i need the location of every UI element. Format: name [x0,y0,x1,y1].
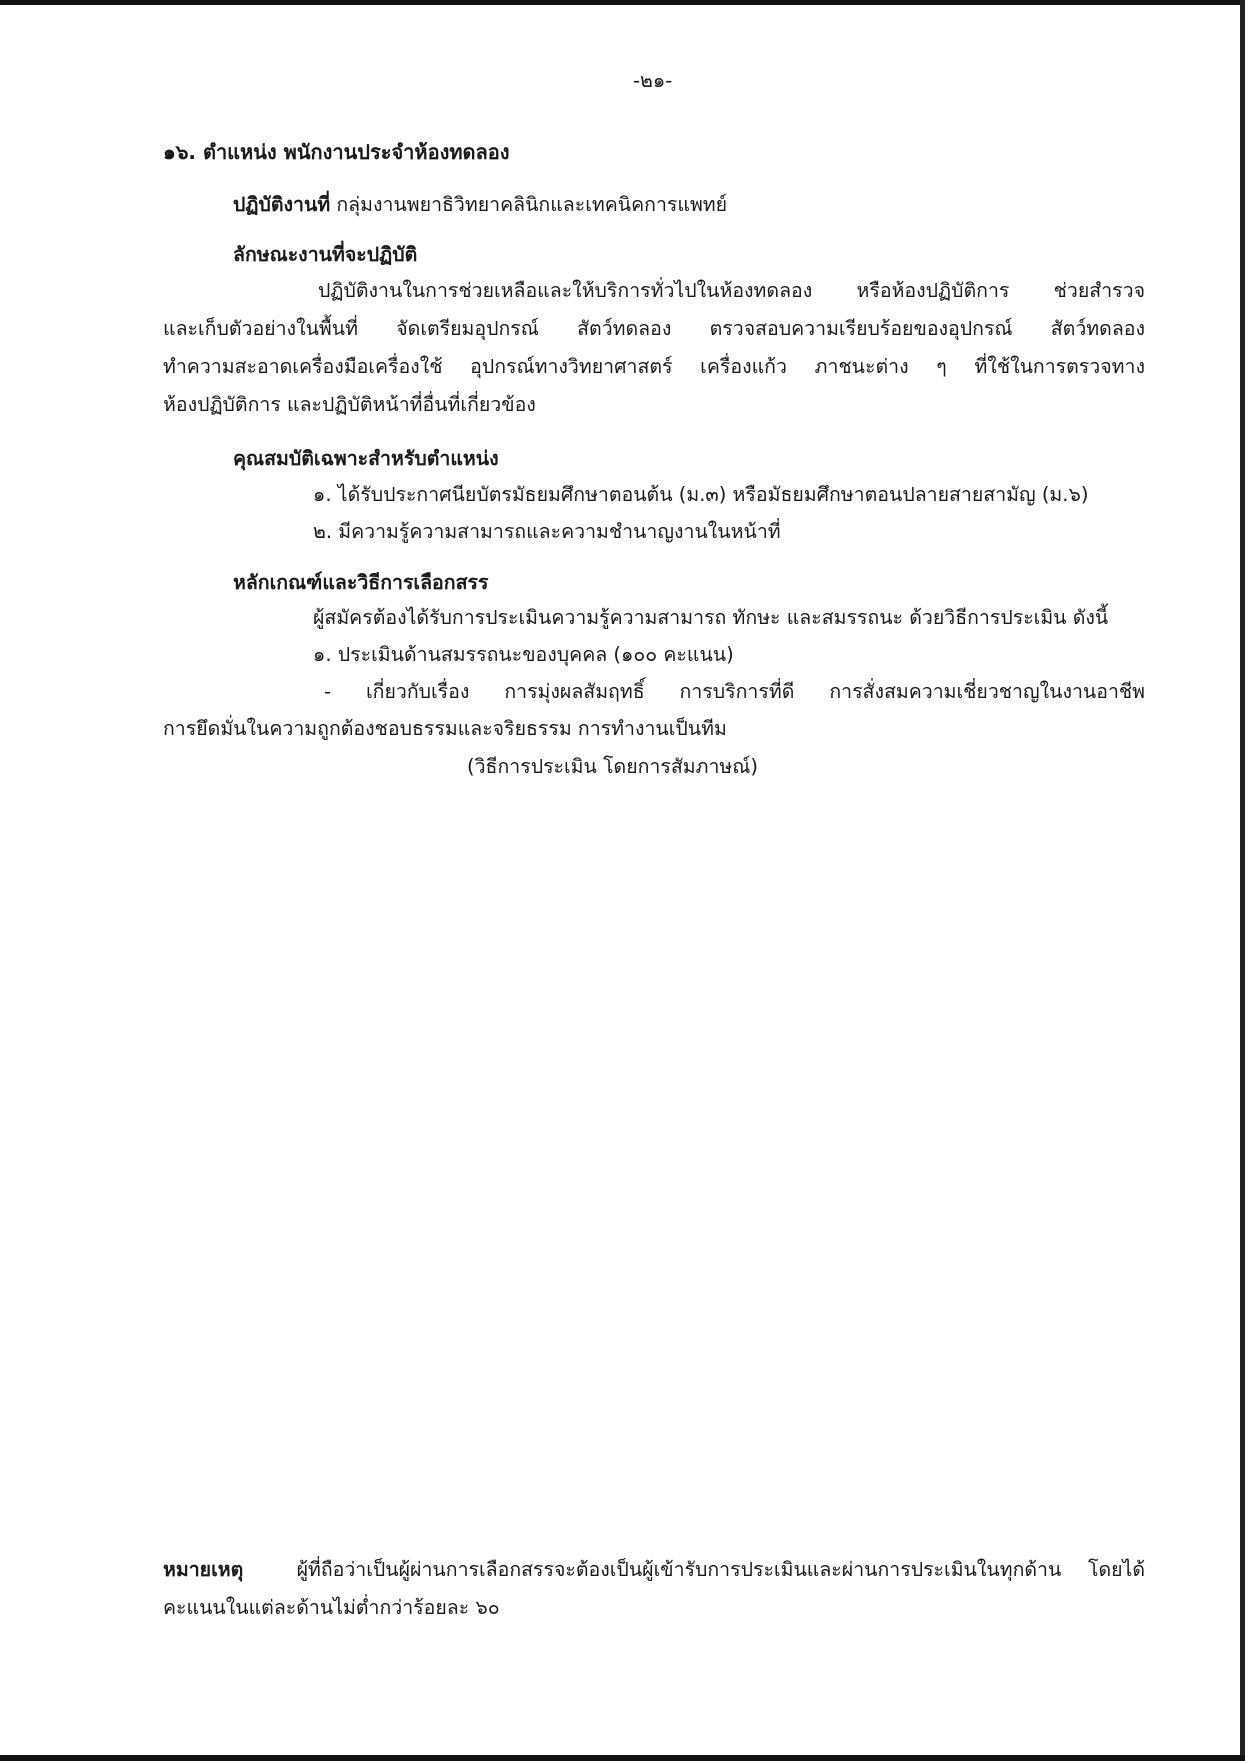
note-line-2: คะแนนในแต่ละด้านไม่ต่ำกว่าร้อยละ ๖๐ [163,1596,500,1619]
job-description-line-3: ทำความสะอาดเครื่องมือเครื่องใช้ อุปกรณ์ทางวิทยาศาสตร์ เครื่องแก้ว ภาชนะต่าง ๆ ที่ใช้ในการตรวจทาง [163,355,1145,378]
qualifications-heading: คุณสมบัติเฉพาะสำหรับตำแหน่ง [233,447,499,470]
note-text-1: ผู้ที่ถือว่าเป็นผู้ผ่านการเลือกสรรจะต้องเป็นผู้เข้ารับการประเมินและผ่านการประเมินในทุกด้าน โดยได้ [296,1558,1145,1581]
job-description-heading: ลักษณะงานที่จะปฏิบัติ [233,243,418,266]
note-label: หมายเหตุ [163,1558,244,1581]
qualification-item-1: ๑. ได้รับประกาศนียบัตรมัธยมศึกษาตอนต้น (ม.๓) หรือมัธยมศึกษาตอนปลายสายสามัญ (ม.๖) [313,483,1089,506]
job-description-line-1: ปฏิบัติงานในการช่วยเหลือและให้บริการทั่วไปในห้องทดลอง หรือห้องปฏิบัติการ ช่วยสำรวจ [318,279,1145,302]
scan-edge-bottom [0,1755,1245,1761]
selection-method: (วิธีการประเมิน โดยการสัมภาษณ์) [467,755,758,778]
scan-edge-top [0,0,1245,5]
selection-intro: ผู้สมัครต้องได้รับการประเมินความรู้ความสามารถ ทักษะ และสมรรถนะ ด้วยวิธีการประเมิน ดังนี้ [313,606,1109,629]
selection-detail-line-1: - เกี่ยวกับเรื่อง การมุ่งผลสัมฤทธิ์ การบริการที่ดี การสั่งสมความเชี่ยวชาญในงานอาชีพ [324,680,1145,703]
job-description-line-2: และเก็บตัวอย่างในพื้นที่ จัดเตรียมอุปกรณ์ สัตว์ทดลอง ตรวจสอบความเรียบร้อยของอุปกรณ์ สัตว์ทดลอง [163,317,1145,340]
note-line-1 [163,1555,1145,1585]
qualification-item-2: ๒. มีความรู้ความสามารถและความชำนาญงานในหน้าที่ [313,520,781,543]
workplace-value: กลุ่มงานพยาธิวิทยาคลินิกและเทคนิคการแพทย์ [336,193,728,216]
workplace-label: ปฏิบัติงานที่ [233,193,331,216]
workplace-line [233,190,727,220]
section-heading: ๑๖. ตำแหน่ง พนักงานประจำห้องทดลอง [163,140,510,164]
selection-item-1: ๑. ประเมินด้านสมรรถนะของบุคคล (๑๐๐ คะแนน) [313,643,734,666]
job-description-line-4: ห้องปฏิบัติการ และปฏิบัติหน้าที่อื่นที่เกี่ยวข้อง [163,393,536,416]
selection-heading: หลักเกณฑ์และวิธีการเลือกสรร [233,571,489,594]
scan-edge-right [1240,0,1245,1761]
page-number: -๒๑- [633,69,673,92]
selection-detail-line-2: การยึดมั่นในความถูกต้องชอบธรรมและจริยธรรม การทำงานเป็นทีม [163,717,727,740]
